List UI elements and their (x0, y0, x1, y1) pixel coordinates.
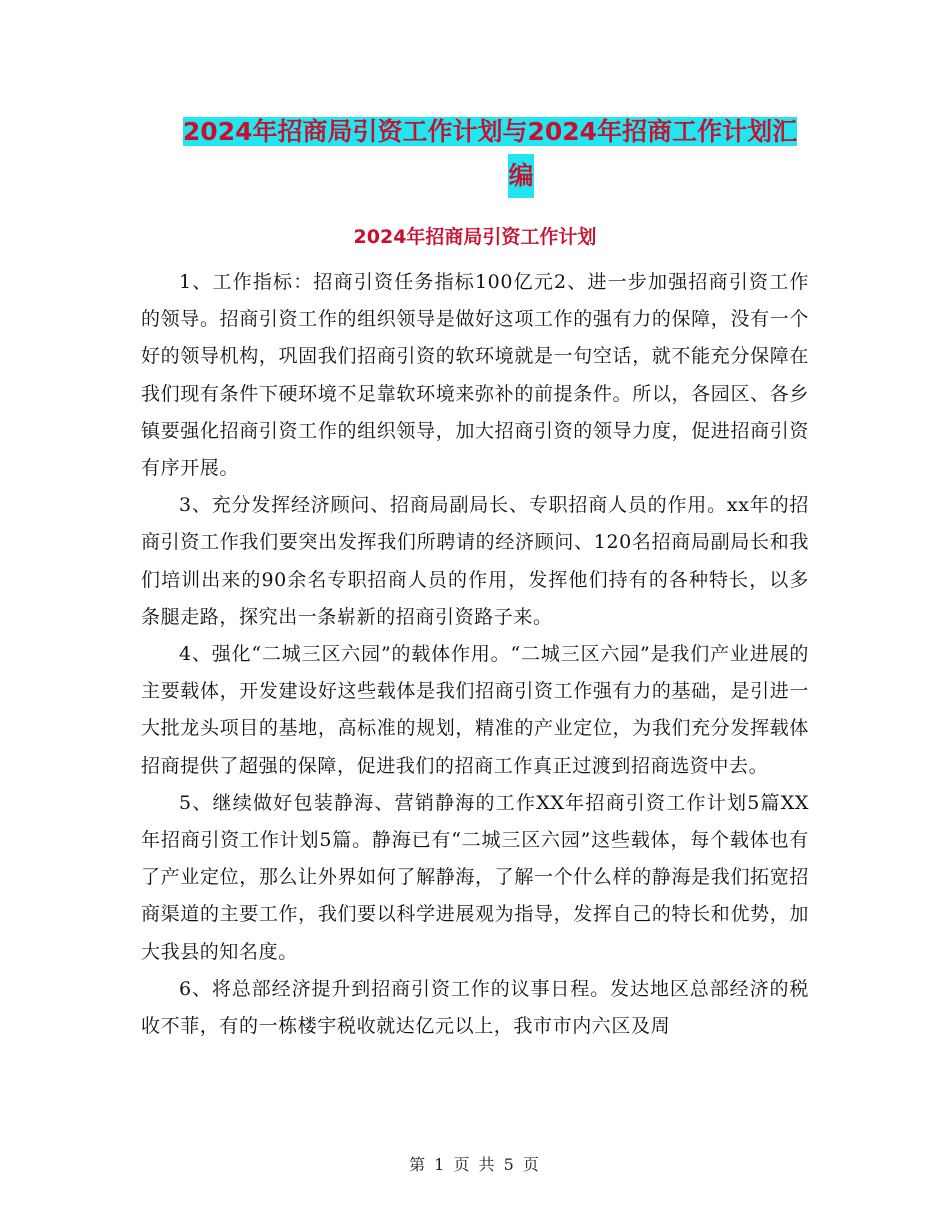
document-title (140, 110, 840, 198)
paragraph-4: 5、继续做好包装静海、营销静海的工作XX年招商引资工作计划5篇XX年招商引资工作计划5篇。静海已有“二城三区六园”这些载体，每个载体也有了产业定位，那么让外界如何了解静海，了解一个什么样的静海是我们拓宽招商渠道的主要工作，我们要以科学进展观为指导，发挥自己的特长和优势，加大我县的知名度。 (141, 791, 809, 963)
body-text (141, 264, 809, 1045)
title-line-1: 2024年招商局引资工作计划与2024年招商工作计划汇 (182, 117, 798, 146)
paragraph-5: 6、将总部经济提升到招商引资工作的议事日程。发达地区总部经济的税收不菲，有的一栋楼宇税收就达亿元以上，我市市内六区及周 (141, 977, 809, 1038)
paragraph-3: 4、强化“二城三区六园”的载体作用。“二城三区六园”是我们产业进展的主要载体，开发建设好这些载体是我们招商引资工作强有力的基础，是引进一大批龙头项目的基地，高标准的规划，精准的产业定位，为我们充分发挥载体招商提供了超强的保障，促进我们的招商工作真正过渡到招商选资中去。 (141, 643, 809, 777)
paragraph-1: 1、工作指标：招商引资任务指标100亿元2、进一步加强招商引资工作的领导。招商引资工作的组织领导是做好这项工作的强有力的保障，没有一个好的领导机构，巩固我们招商引资的软环境就是一句空话，就不能充分保障在我们现有条件下硬环境不足靠软环境来弥补的前提条件。所以，各园区、各乡镇要强化招商引资工作的组织领导，加大招商引资的领导力度，促进招商引资有序开展。 (141, 271, 809, 480)
paragraph-2: 3、充分发挥经济顾问、招商局副局长、专职招商人员的作用。xx年的招商引资工作我们要突出发挥我们所聘请的经济顾问、120名招商局副局长和我们培训出来的90余名专职招商人员的作用，发挥他们持有的各种特长，以多条腿走路，探究出一条崭新的招商引资路子来。 (141, 494, 809, 628)
title-line-2: 编 (508, 154, 533, 198)
section-title: 2024年招商局引资工作计划 (353, 226, 597, 248)
page-footer: 第 1 页 共 5 页 (409, 1155, 541, 1174)
